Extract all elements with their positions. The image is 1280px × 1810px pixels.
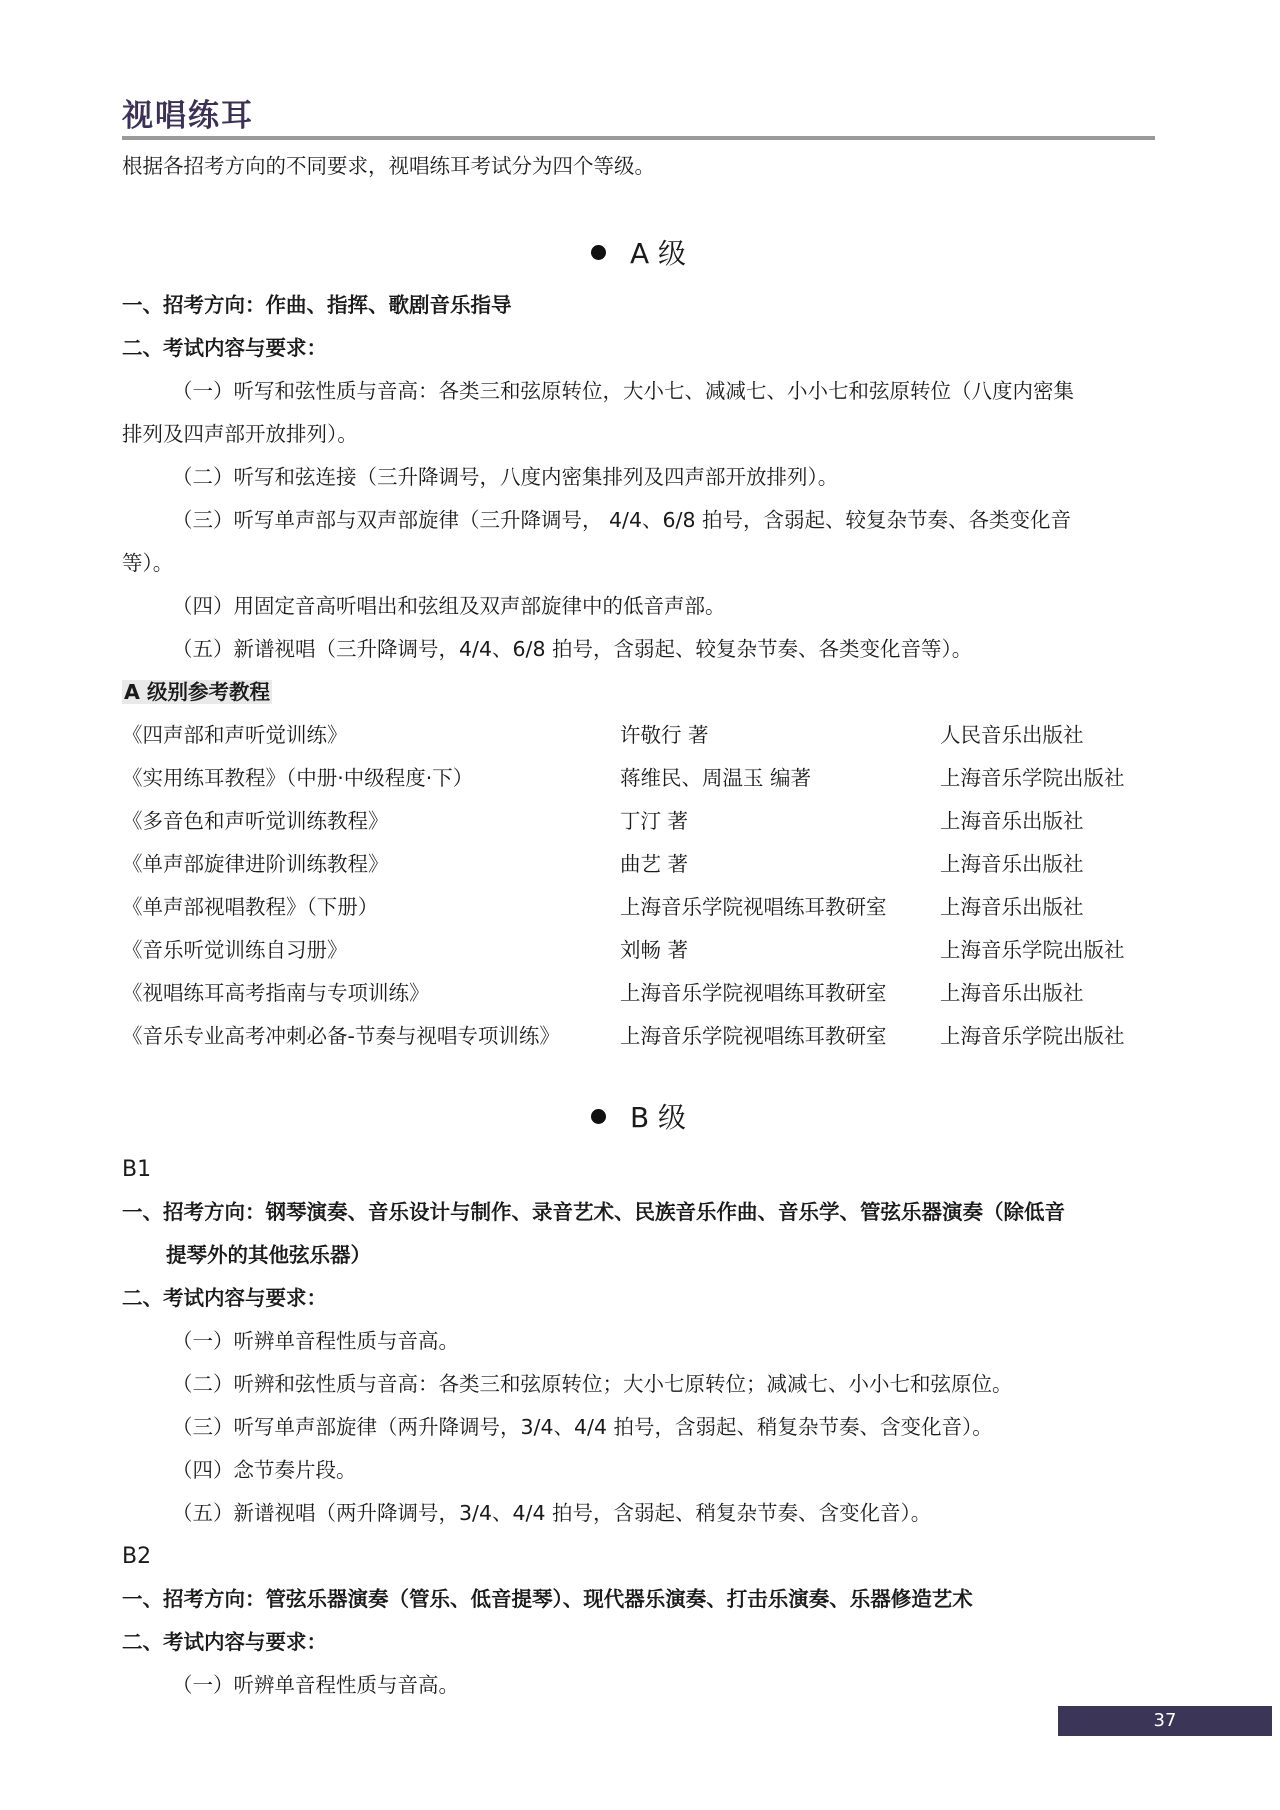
b1-item-5: （五）新谱视唱（两升降调号，3/4、4/4 拍号，含弱起、稍复杂节奏、含变化音）。: [172, 1501, 932, 1525]
reference-author: 上海音乐学院视唱练耳教研室: [620, 895, 887, 919]
b1-content-heading: 二、考试内容与要求：: [122, 1286, 327, 1310]
reference-book: 《四声部和声听觉训练》: [122, 723, 348, 747]
level-a-item-3: （三）听写单声部与双声部旋律（三升降调号， 4/4、6/8 拍号，含弱起、较复杂节奏、各类变化音: [172, 508, 1072, 532]
b1-item-3: （三）听写单声部旋律（两升降调号，3/4、4/4 拍号，含弱起、稍复杂节奏、含变化音）。: [172, 1415, 993, 1439]
level-b-heading-text: B 级: [629, 1101, 687, 1134]
reference-publisher: 上海音乐学院出版社: [940, 1024, 1125, 1048]
reference-publisher: 上海音乐出版社: [940, 895, 1084, 919]
reference-row: [122, 800, 1155, 843]
title-divider: [122, 136, 1155, 140]
level-b-heading: [122, 1092, 1155, 1144]
bullet-icon: [591, 245, 606, 260]
intro-text: 根据各招考方向的不同要求，视唱练耳考试分为四个等级。: [122, 154, 655, 178]
level-a-item-5: （五）新谱视唱（三升降调号，4/4、6/8 拍号，含弱起、较复杂节奏、各类变化音等）。: [172, 637, 973, 661]
reference-book: 《单声部视唱教程》（下册）: [122, 895, 379, 919]
level-a-item-3-cont: 等）。: [122, 551, 174, 575]
level-a-heading-text: A 级: [629, 237, 687, 270]
reference-author: 上海音乐学院视唱练耳教研室: [620, 981, 887, 1005]
reference-book: 《多音色和声听觉训练教程》: [122, 809, 389, 833]
reference-row: [122, 1015, 1155, 1058]
reference-author: 丁汀 著: [620, 809, 689, 833]
level-a-item-1-cont: 排列及四声部开放排列）。: [122, 422, 358, 446]
b1-item-2: （二）听辨和弦性质与音高：各类三和弦原转位；大小七原转位；减减七、小小七和弦原位。: [172, 1372, 1013, 1396]
b1-item-4: （四）念节奏片段。: [172, 1458, 357, 1482]
b2-item-1: （一）听辨单音程性质与音高。: [172, 1673, 459, 1697]
reference-publisher: 上海音乐出版社: [940, 981, 1084, 1005]
b1-item-1: （一）听辨单音程性质与音高。: [172, 1329, 459, 1353]
reference-publisher: 上海音乐出版社: [940, 852, 1084, 876]
page-number: 37: [1058, 1706, 1272, 1736]
document-page: [122, 96, 1155, 1707]
reference-row: [122, 714, 1155, 757]
reference-book: 《音乐听觉训练自习册》: [122, 938, 348, 962]
b2-content-heading: 二、考试内容与要求：: [122, 1630, 327, 1654]
reference-book: 《视唱练耳高考指南与专项训练》: [122, 981, 430, 1005]
reference-publisher: 上海音乐学院出版社: [940, 766, 1125, 790]
reference-book: 《单声部旋律进阶训练教程》: [122, 852, 389, 876]
level-a-item-2: （二）听写和弦连接（三升降调号，八度内密集排列及四声部开放排列）。: [172, 465, 839, 489]
level-a-heading: [122, 228, 1155, 280]
level-a-content-heading: 二、考试内容与要求：: [122, 336, 327, 360]
bullet-icon: [591, 1109, 606, 1124]
reference-author: 刘畅 著: [620, 938, 689, 962]
reference-row: [122, 843, 1155, 886]
reference-author: 曲艺 著: [620, 852, 689, 876]
reference-book: 《实用练耳教程》（中册·中级程度·下）: [122, 766, 474, 790]
reference-author: 蒋维民、周温玉 编著: [620, 766, 812, 790]
level-a-item-4: （四）用固定音高听唱出和弦组及双声部旋律中的低音声部。: [172, 594, 726, 618]
reference-list: [122, 714, 1155, 1058]
reference-row: [122, 886, 1155, 929]
level-a-direction: 一、招考方向：作曲、指挥、歌剧音乐指导: [122, 293, 512, 317]
level-a-item-1: （一）听写和弦性质与音高：各类三和弦原转位，大小七、减减七、小小七和弦原转位（八度内密集: [172, 379, 1074, 403]
reference-book: 《音乐专业高考冲刺必备-节奏与视唱专项训练》: [122, 1024, 560, 1048]
reference-publisher: 上海音乐学院出版社: [940, 938, 1125, 962]
reference-row: [122, 972, 1155, 1015]
reference-author: 上海音乐学院视唱练耳教研室: [620, 1024, 887, 1048]
reference-publisher: 人民音乐出版社: [940, 723, 1084, 747]
level-a-reference-title: [122, 671, 1155, 714]
b1-label: B1: [122, 1157, 152, 1182]
b1-direction-cont: 提琴外的其他弦乐器）: [166, 1243, 371, 1267]
reference-row: [122, 757, 1155, 800]
reference-author: 许敬行 著: [620, 723, 709, 747]
b1-direction: 一、招考方向：钢琴演奏、音乐设计与制作、录音艺术、民族音乐作曲、音乐学、管弦乐器演奏（除低音: [122, 1200, 1065, 1224]
b2-label: B2: [122, 1544, 152, 1569]
reference-row: [122, 929, 1155, 972]
b2-direction: 一、招考方向：管弦乐器演奏（管乐、低音提琴）、现代器乐演奏、打击乐演奏、乐器修造艺术: [122, 1587, 973, 1611]
reference-publisher: 上海音乐出版社: [940, 809, 1084, 833]
reference-title-text: A 级别参考教程: [124, 680, 271, 704]
page-title: 视唱练耳: [122, 98, 254, 134]
